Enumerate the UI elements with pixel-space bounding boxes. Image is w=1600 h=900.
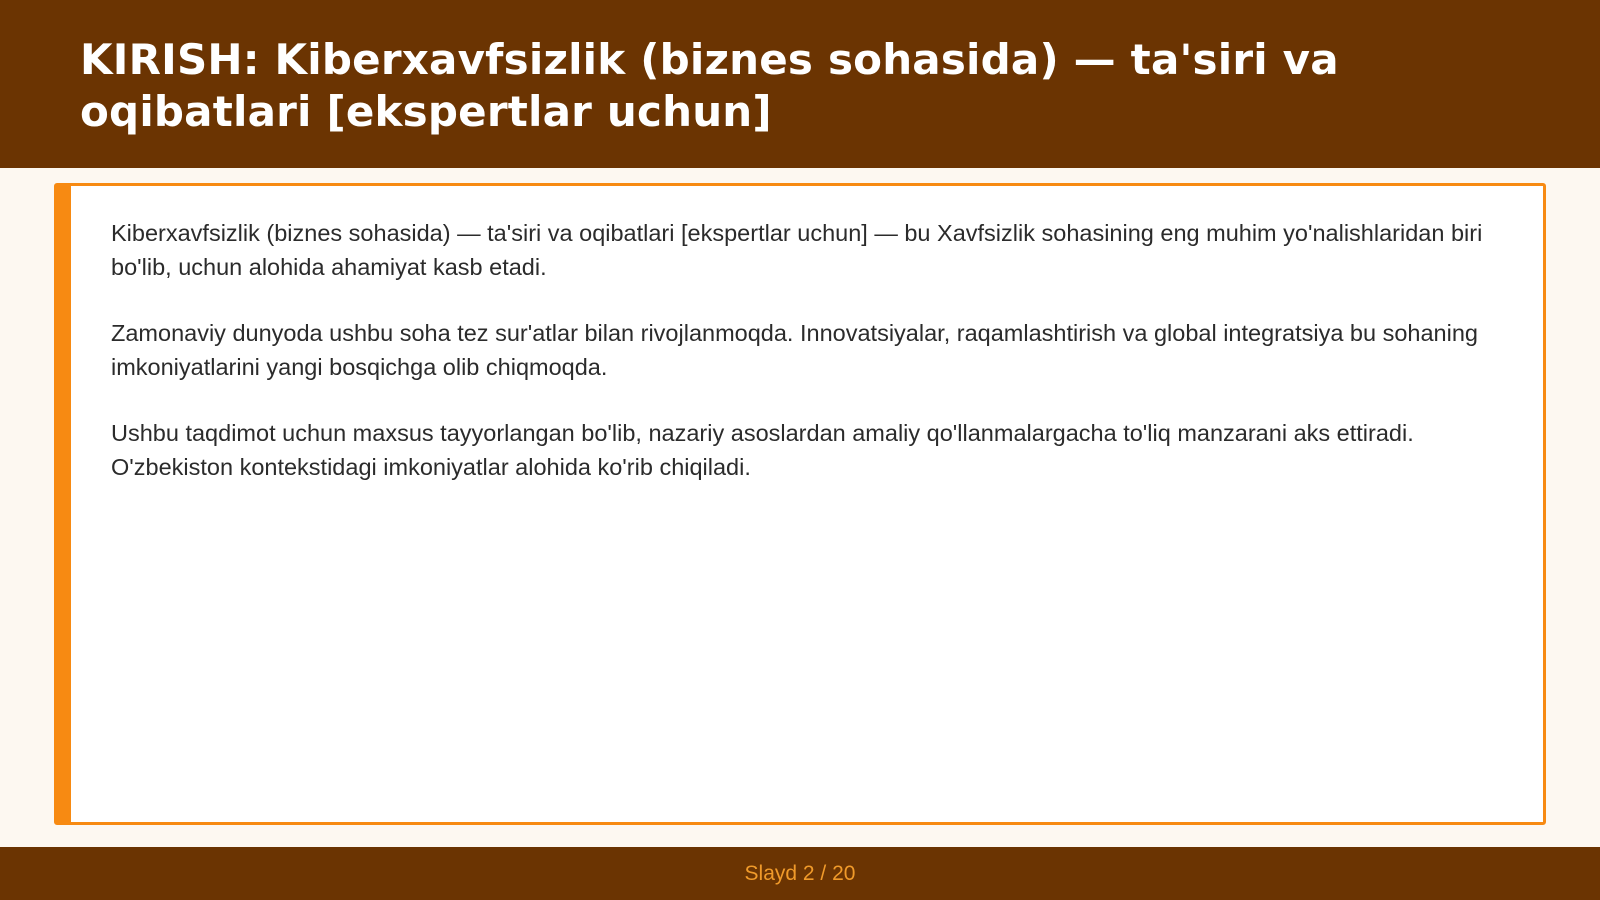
slide-header — [0, 0, 1600, 168]
content-box — [54, 183, 1546, 825]
slide-footer — [0, 847, 1600, 900]
slide-title: KIRISH: Kiberxavfsizlik (biznes sohasida) — ta'siri va oqibatlari [ekspertlar uchun] — [80, 35, 1339, 136]
paragraph-presentation-purpose: Ushbu taqdimot uchun maxsus tayyorlangan bo'lib, nazariy asoslardan amaliy qo'llanmalargacha to'liq manzarani aks ettiradi. O'zbekiston kontekstidagi imkoniyatlar alohida ko'rib chiqiladi. — [111, 420, 1414, 480]
paragraph-modern-world: Zamonaviy dunyoda ushbu soha tez sur'atlar bilan rivojlanmoqda. Innovatsiyalar, raqamlashtirish va global integratsiya bu sohaning imkoniyatlarini yangi bosqichga olib chiqmoqda. — [111, 320, 1478, 380]
paragraph-intro: Kiberxavfsizlik (biznes sohasida) — ta'siri va oqibatlari [ekspertlar uchun] — bu Xavfsizlik sohasining eng muhim yo'nalishlaridan biri bo'lib, uchun alohida ahamiyat kasb etadi. — [111, 220, 1483, 280]
slide-counter: Slayd 2 / 20 — [744, 862, 856, 885]
